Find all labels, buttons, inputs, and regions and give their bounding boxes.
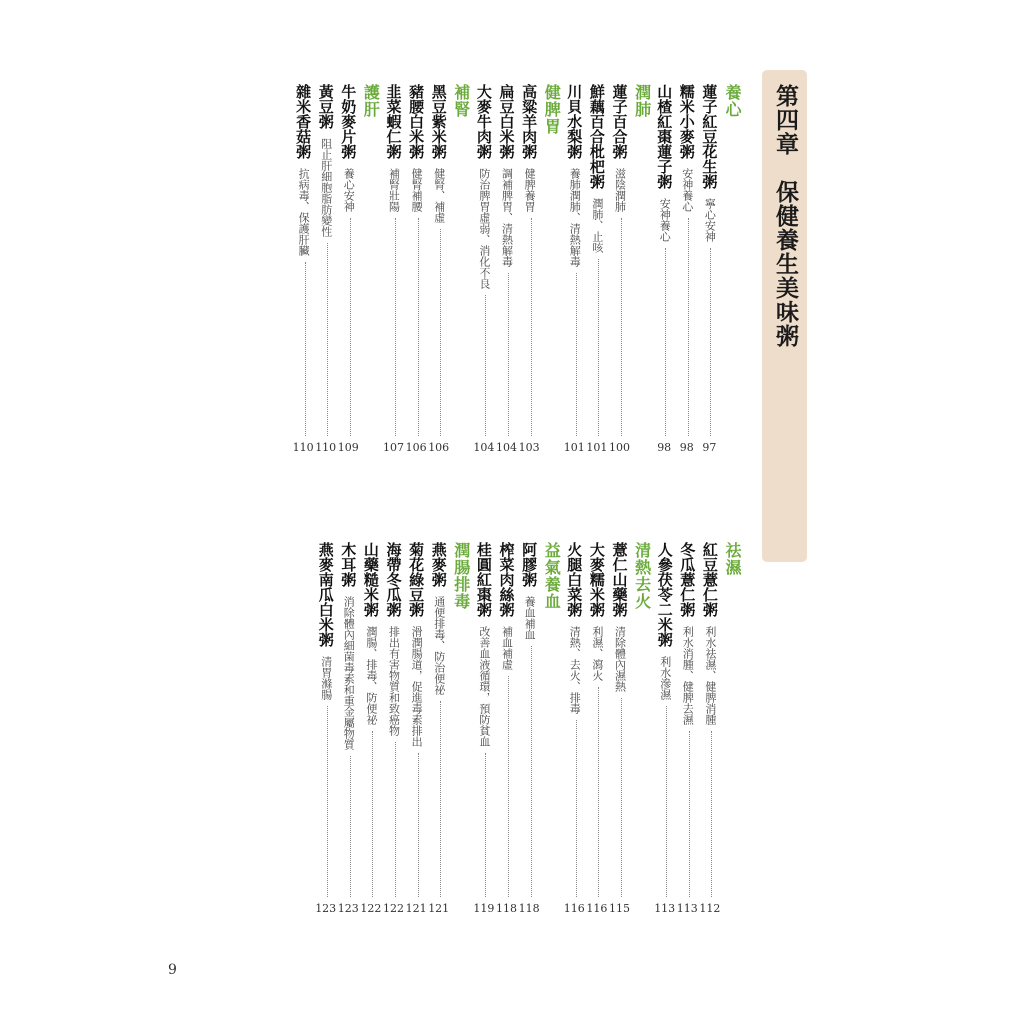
section-heading: 祛濕 (723, 542, 742, 576)
entry-page-number: 98 (679, 441, 694, 454)
entry-page-number: 110 (292, 441, 314, 454)
entry-description: 養肺潤肺、清熱解毒 (568, 168, 582, 267)
toc-entry (496, 84, 517, 454)
section-heading: 健脾胃 (542, 84, 562, 135)
toc-entry (699, 542, 720, 915)
toc-entry (609, 542, 630, 915)
entry-page-number: 110 (315, 441, 337, 454)
dot-leader (531, 646, 532, 897)
entry-page-number: 122 (383, 902, 404, 915)
entry-page-number: 104 (496, 441, 517, 454)
dot-leader (327, 706, 328, 897)
toc-entry (338, 542, 359, 915)
entry-title: 山楂紅棗蓮子粥 (655, 84, 674, 189)
section-heading: 護肝 (361, 84, 381, 118)
dot-leader (576, 273, 577, 436)
toc-entry (406, 542, 427, 915)
entry-page-number: 118 (518, 902, 540, 915)
entry-title: 阿膠粥 (520, 542, 539, 587)
entry-description: 補腎壯陽 (387, 168, 401, 212)
dot-leader (395, 742, 396, 897)
dot-leader (621, 698, 622, 897)
entry-page-number: 106 (428, 441, 450, 454)
entry-page-number: 116 (563, 902, 585, 915)
entry-title: 紅豆薏仁粥 (700, 542, 719, 617)
dot-leader (327, 243, 328, 436)
dot-leader (688, 218, 689, 436)
toc-entry (519, 84, 540, 454)
entry-title: 人參茯苓二米粥 (655, 542, 674, 647)
entry-description: 利水消腫、健脾去濕 (681, 626, 695, 725)
entry-title: 桂圓紅棗粥 (474, 542, 493, 617)
entry-title: 菊花綠豆粥 (407, 542, 426, 617)
entry-page-number: 101 (586, 441, 608, 454)
entry-description: 健腎、補虛 (432, 168, 446, 223)
toc-entry (654, 84, 674, 454)
page-number: 9 (168, 962, 177, 978)
entry-page-number: 123 (315, 902, 337, 915)
entry-page-number: 106 (405, 441, 427, 454)
entry-description: 安神養心 (680, 168, 694, 212)
dot-leader (710, 248, 711, 436)
dot-leader (440, 229, 441, 436)
entry-page-number: 100 (609, 441, 630, 454)
section-heading: 補腎 (451, 84, 471, 118)
entry-title: 木耳粥 (339, 542, 358, 587)
toc-entry (677, 542, 698, 915)
section-heading: 清熱去火 (632, 542, 652, 610)
entry-page-number: 116 (586, 902, 608, 915)
entry-description: 改善血液循環，預防貧血 (477, 626, 491, 747)
toc-entry (428, 542, 449, 915)
section-heading: 潤腸排毒 (451, 542, 471, 610)
dot-leader (598, 259, 599, 436)
dot-leader (665, 248, 666, 436)
entry-title: 大麥糯米粥 (587, 542, 606, 617)
entry-title: 川貝水梨粥 (565, 84, 584, 159)
entry-title: 榨菜肉絲粥 (497, 542, 516, 617)
dot-leader (418, 753, 419, 897)
toc-entry (428, 84, 449, 454)
dot-leader (372, 731, 373, 897)
entry-title: 燕麥粥 (429, 542, 448, 587)
dot-leader (350, 756, 351, 897)
entry-description: 通便排毒、防治便祕 (432, 596, 446, 695)
toc-entry (360, 542, 381, 915)
entry-title: 黑豆紫米粥 (429, 84, 448, 159)
entry-title: 鮮藕百合枇杷粥 (587, 84, 606, 189)
dot-leader (508, 273, 509, 436)
dot-leader (485, 295, 486, 436)
dot-leader (395, 218, 396, 436)
entry-title: 韭菜蝦仁粥 (384, 84, 403, 159)
entry-description: 潤腸、排毒、防便祕 (364, 626, 378, 725)
entry-page-number: 104 (473, 441, 495, 454)
entry-description: 潤肺、止咳 (590, 198, 604, 253)
entry-title: 大麥牛肉粥 (474, 84, 493, 159)
entry-description: 防治脾胃虛弱、消化不良 (477, 168, 491, 289)
entry-title: 黃豆粥 (316, 84, 335, 129)
dot-leader (598, 687, 599, 897)
entry-description: 安神養心 (658, 198, 672, 242)
toc-entry (315, 542, 336, 915)
entry-description: 健腎補腰 (410, 168, 424, 212)
entry-page-number: 119 (473, 902, 495, 915)
entry-page-number: 107 (383, 441, 404, 454)
entry-description: 滋陰潤肺 (613, 168, 627, 212)
toc-entry (383, 542, 404, 915)
entry-description: 養心安神 (342, 168, 356, 212)
entry-page-number: 98 (657, 441, 672, 454)
entry-page-number: 121 (428, 902, 450, 915)
entry-description: 利濕、瀉火 (590, 626, 604, 681)
entry-title: 牛奶麥片粥 (339, 84, 358, 159)
dot-leader (689, 731, 690, 897)
toc-entry (406, 84, 427, 454)
entry-description: 阻止肝細胞脂肪變性 (319, 138, 333, 237)
entry-page-number: 113 (654, 902, 676, 915)
entry-title: 蓮子紅豆花生粥 (700, 84, 719, 189)
entry-page-number: 97 (702, 441, 717, 454)
toc-entry (473, 542, 494, 915)
chapter-title: 第四章 保健養生美味粥 (772, 84, 798, 348)
entry-page-number: 109 (337, 441, 359, 454)
toc-entry (519, 542, 540, 915)
toc-entry (609, 84, 630, 454)
entry-description: 健脾養胃 (523, 168, 537, 212)
entry-page-number: 112 (699, 902, 721, 915)
entry-description: 排出有害物質和致癌物 (387, 626, 401, 736)
entry-description: 調補脾胃、清熱解毒 (500, 168, 514, 267)
dot-leader (711, 731, 712, 897)
toc-entry (699, 84, 719, 454)
toc-entry (496, 542, 517, 915)
dot-leader (576, 720, 577, 897)
entry-description: 補血補虛 (500, 626, 514, 670)
entry-description: 消除體內細菌毒素和重金屬物質 (342, 596, 356, 750)
entry-title: 糯米小麥粥 (677, 84, 696, 159)
toc-entry (564, 542, 585, 915)
toc-entry (564, 84, 585, 454)
entry-title: 燕麥南瓜白米粥 (316, 542, 335, 647)
entry-title: 山藥糙米粥 (361, 542, 380, 617)
entry-title: 蓮子百合粥 (610, 84, 629, 159)
section-heading: 益氣養血 (542, 542, 562, 610)
entry-title: 薏仁山藥粥 (610, 542, 629, 617)
entry-title: 火腿白菜粥 (565, 542, 584, 617)
entry-page-number: 118 (496, 902, 517, 915)
dot-leader (440, 701, 441, 897)
entry-description: 清胃滌腸 (319, 656, 333, 700)
dot-leader (350, 218, 351, 436)
entry-description: 寧心安神 (703, 198, 717, 242)
entry-page-number: 121 (405, 902, 427, 915)
toc-entry (473, 84, 494, 454)
entry-description: 利水祛濕、健脾消腫 (703, 626, 717, 725)
dot-leader (418, 218, 419, 436)
toc-entry (654, 542, 675, 915)
entry-title: 扁豆白米粥 (497, 84, 516, 159)
entry-title: 冬瓜薏仁粥 (678, 542, 697, 617)
dot-leader (508, 676, 509, 897)
entry-title: 豬腰白米粥 (407, 84, 426, 159)
toc-entry (338, 84, 359, 454)
entry-page-number: 123 (337, 902, 359, 915)
toc-entry (586, 542, 607, 915)
entry-title: 海帶冬瓜粥 (384, 542, 403, 617)
toc-entry (315, 84, 336, 454)
entry-page-number: 115 (609, 902, 630, 915)
entry-page-number: 103 (518, 441, 540, 454)
entry-description: 利水滲濕 (658, 656, 672, 700)
section-heading: 養心 (723, 84, 742, 118)
entry-description: 清熱、去火、排毒 (568, 626, 582, 714)
section-heading: 潤肺 (632, 84, 652, 118)
toc-entry (383, 84, 404, 454)
dot-leader (621, 218, 622, 436)
entry-description: 抗病毒、保護肝臟 (297, 168, 311, 256)
entry-page-number: 113 (676, 902, 698, 915)
entry-description: 清除體內濕熱 (613, 626, 627, 692)
toc-entry (293, 84, 314, 454)
entry-title: 高粱羊肉粥 (520, 84, 539, 159)
dot-leader (485, 753, 486, 897)
entry-title: 雜米香菇粥 (294, 84, 313, 159)
dot-leader (305, 262, 306, 436)
dot-leader (531, 218, 532, 436)
entry-page-number: 101 (563, 441, 585, 454)
toc-entry (586, 84, 607, 454)
entry-page-number: 122 (360, 902, 382, 915)
entry-description: 滑潤腸道，促進毒素排出 (410, 626, 424, 747)
dot-leader (666, 706, 667, 897)
toc-entry (677, 84, 697, 454)
entry-description: 養血補血 (523, 596, 537, 640)
